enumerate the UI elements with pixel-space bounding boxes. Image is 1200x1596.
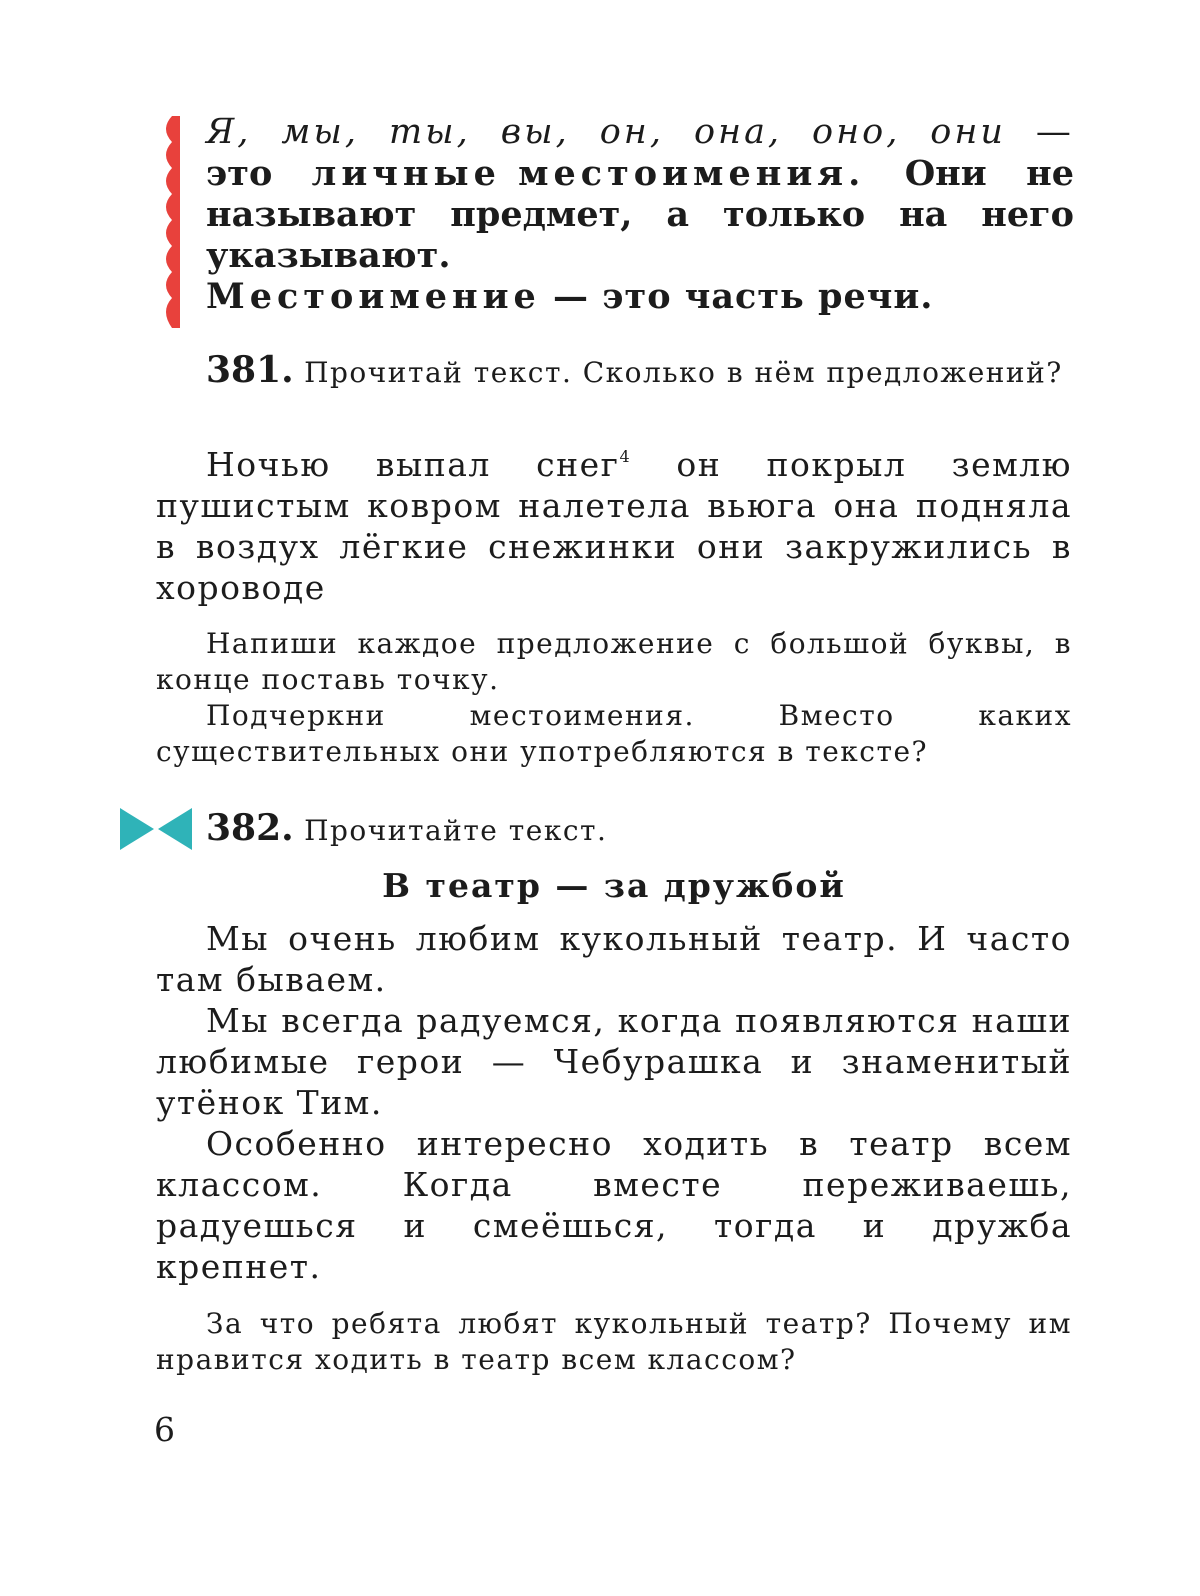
exercise-381-tasks xyxy=(156,626,1072,770)
rule-term-personal-pronouns: личные местоимения. xyxy=(311,153,866,194)
text-part: Ночью выпал снег xyxy=(206,445,620,484)
story-paragraph: Мы всегда радуемся, когда появляются наши любимые герои — Чебурашка и знаменитый утёнок Тим. xyxy=(156,1001,1072,1122)
rule-line-pronouns xyxy=(206,112,1074,153)
exercise-number: 381. xyxy=(206,349,294,391)
rule-term-pronoun: Местоимение xyxy=(206,276,541,317)
task-underline: Подчеркни местоимения. Вместо каких существительных они употребляются в тексте? xyxy=(156,699,1072,768)
rule-word: него xyxy=(981,194,1074,235)
pronoun-word: ты, xyxy=(388,112,471,152)
text-part: он покрыл землю пушистым ковром налетела вьюга она подняла в воздух лёгкие снежинки они закружились в хороводе xyxy=(156,445,1072,607)
rule-word: это xyxy=(206,153,273,194)
pronoun-word: они xyxy=(930,112,1006,152)
rule-definition: — это часть речи. xyxy=(553,276,934,317)
story-paragraph: Мы очень любим кукольный театр. И часто там бываем. xyxy=(156,919,1072,999)
rule-line-continuation xyxy=(206,194,1074,235)
story-title: В театр — за дружбой xyxy=(382,866,846,905)
pronoun-word: Я, xyxy=(206,112,252,152)
pronoun-word: мы, xyxy=(281,112,360,152)
rule-word: Они xyxy=(904,153,987,194)
exercise-381-text xyxy=(156,444,1072,608)
exercise-381-header xyxy=(156,349,1072,391)
page-number: 6 xyxy=(154,1410,175,1449)
pronoun-word: она, xyxy=(693,112,783,152)
exercise-382-text xyxy=(156,918,1072,1287)
wavy-rule-marker xyxy=(158,116,180,328)
rule-word: только xyxy=(723,194,866,235)
exercise-instruction: Прочитай текст. Сколько в нём предложений? xyxy=(304,356,1063,389)
footnote-mark: 4 xyxy=(619,447,632,466)
task-capitalize: Напиши каждое предложение с большой буквы, в конце поставь точку. xyxy=(156,627,1072,696)
rule-text xyxy=(206,112,1074,317)
rule-word: а xyxy=(666,194,690,235)
exercise-number: 382. xyxy=(206,807,294,849)
rule-box xyxy=(158,112,1074,326)
rule-word: предмет, xyxy=(450,194,633,235)
exercise-382-question xyxy=(156,1306,1072,1378)
exercise-382-header xyxy=(156,807,1072,849)
question: За что ребята любят кукольный театр? Почему им нравится ходить в театр всем классом? xyxy=(156,1307,1072,1376)
dash: — xyxy=(1035,112,1074,152)
pronoun-word: он, xyxy=(599,112,664,152)
pronoun-word: вы, xyxy=(500,112,570,152)
rule-line-part-of-speech xyxy=(206,276,1074,317)
story-paragraph: Особенно интересно ходить в театр всем классом. Когда вместе переживаешь, радуешься и смеёшься, тогда и дружба крепнет. xyxy=(156,1124,1072,1286)
rule-line-definition xyxy=(206,153,1074,194)
rule-word: на xyxy=(899,194,948,235)
rule-line-end: указывают. xyxy=(206,235,451,276)
pronoun-word: оно, xyxy=(812,112,901,152)
exercise-instruction: Прочитайте текст. xyxy=(304,814,608,847)
rule-word: называют xyxy=(206,194,417,235)
rule-word: не xyxy=(1026,153,1074,194)
